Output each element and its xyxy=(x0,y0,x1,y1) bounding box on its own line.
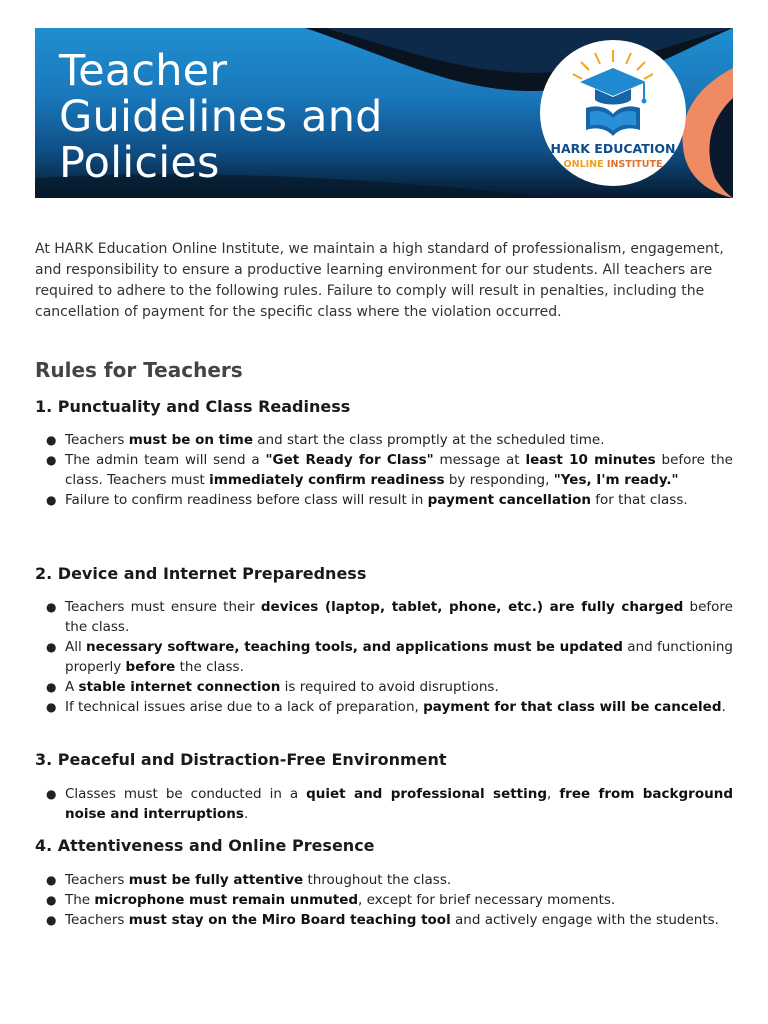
page-title xyxy=(59,48,383,186)
bullet-icon: ● xyxy=(46,700,57,714)
section-list-device xyxy=(44,597,733,717)
section-heading-environment: 3. Peaceful and Distraction-Free Environment xyxy=(35,750,447,769)
list-item: ● Classes must be conducted in a quiet and professional setting, free from background noise and interruptions. xyxy=(46,786,734,822)
title-line-1: Teacher xyxy=(59,46,228,96)
list-item: ● Failure to confirm readiness before class will result in payment cancellation for that class. xyxy=(46,492,688,508)
intro-paragraph: At HARK Education Online Institute, we maintain a high standard of professionalism, engagement, and responsibility to ensure a productive learning environment for our students. All teachers are required to adhere to the following rules. Failure to comply will result in penalties, including the cancellation of payment for the specific class where the violation occurred. xyxy=(35,241,724,320)
list-item: ● Teachers must ensure their devices (laptop, tablet, phone, etc.) are fully charged before the class. xyxy=(46,599,733,635)
header-banner xyxy=(35,28,733,198)
bullet-icon: ● xyxy=(46,453,57,467)
bullet-icon: ● xyxy=(46,493,57,507)
list-item: ● Teachers must be on time and start the class promptly at the scheduled time. xyxy=(46,432,605,448)
list-item: ● Teachers must stay on the Miro Board teaching tool and actively engage with the students. xyxy=(46,912,719,928)
logo-tagline-institute: INSTITUTE xyxy=(606,159,663,170)
section-heading-attentiveness: 4. Attentiveness and Online Presence xyxy=(35,836,375,855)
bullet-icon: ● xyxy=(46,600,57,614)
list-item: ● A stable internet connection is required to avoid disruptions. xyxy=(46,679,499,695)
bullet-icon: ● xyxy=(46,433,57,447)
logo-brand-name: HARK EDUCATION xyxy=(550,141,676,156)
section-list-environment xyxy=(44,784,733,824)
logo-tagline xyxy=(540,159,686,170)
bullet-icon: ● xyxy=(46,913,57,927)
bullet-icon: ● xyxy=(46,680,57,694)
logo-tagline-online: ONLINE xyxy=(563,159,604,170)
bullet-icon: ● xyxy=(46,640,57,654)
bullet-icon: ● xyxy=(46,873,57,887)
list-item: ● All necessary software, teaching tools, and applications must be updated and functioning properly before the class. xyxy=(46,639,733,675)
section-heading-device: 2. Device and Internet Preparedness xyxy=(35,564,367,583)
bullet-icon: ● xyxy=(46,787,57,801)
bullet-icon: ● xyxy=(46,893,57,907)
section-list-punctuality xyxy=(44,430,733,510)
title-line-3: Policies xyxy=(59,138,220,188)
rules-heading: Rules for Teachers xyxy=(35,358,243,382)
section-heading-punctuality: 1. Punctuality and Class Readiness xyxy=(35,397,351,416)
list-item: ● The admin team will send a "Get Ready for Class" message at least 10 minutes before the class. Teachers must immediately confirm readiness by responding, "Yes, I'm ready." xyxy=(46,452,733,488)
title-line-2: Guidelines and xyxy=(59,92,383,142)
hark-education-logo xyxy=(540,40,686,186)
list-item: ● If technical issues arise due to a lack of preparation, payment for that class will be canceled. xyxy=(46,699,726,715)
list-item: ● Teachers must be fully attentive throughout the class. xyxy=(46,872,452,888)
section-list-attentiveness xyxy=(44,870,733,930)
list-item: ● The microphone must remain unmuted, except for brief necessary moments. xyxy=(46,892,616,908)
